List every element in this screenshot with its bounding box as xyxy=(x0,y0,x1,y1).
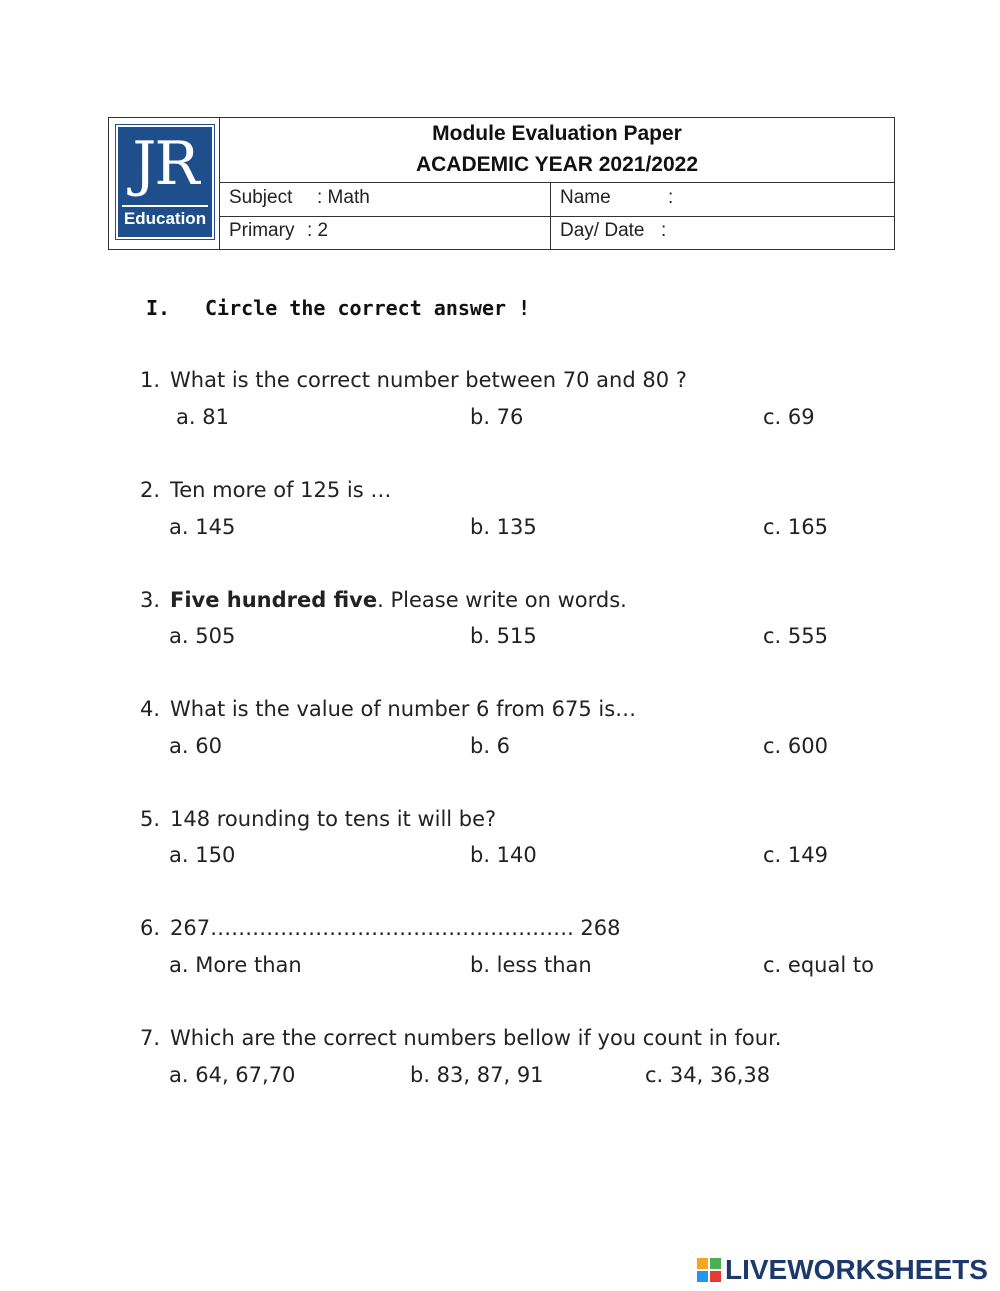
question-number: 7. xyxy=(140,1026,161,1050)
question-3 xyxy=(140,588,627,612)
question-4 xyxy=(140,697,636,721)
question-number: 2. xyxy=(140,478,161,502)
q3-option-c[interactable]: c. 555 xyxy=(763,624,828,648)
primary-value: : 2 xyxy=(307,220,329,241)
q7-option-b[interactable]: b. 83, 87, 91 xyxy=(410,1063,544,1087)
question-1 xyxy=(140,368,687,392)
primary-label: Primary xyxy=(229,220,295,241)
question-text: What is the correct number between 70 and 80 ? xyxy=(170,368,687,392)
question-2 xyxy=(140,478,391,502)
subject-label: Subject xyxy=(229,187,293,208)
question-text: Ten more of 125 is … xyxy=(170,478,392,502)
paper-title: Module Evaluation Paper xyxy=(432,122,682,145)
q1-option-a[interactable]: a. 81 xyxy=(176,405,229,429)
q5-option-b[interactable]: b. 140 xyxy=(470,843,537,867)
q2-option-a[interactable]: a. 145 xyxy=(169,515,236,539)
question-7 xyxy=(140,1026,781,1050)
date-cell[interactable] xyxy=(551,216,894,249)
section-number: I. xyxy=(146,296,171,320)
name-value: : xyxy=(668,187,674,208)
question-text: . Please write on words. xyxy=(377,588,627,612)
q4-option-b[interactable]: b. 6 xyxy=(470,734,511,758)
q1-option-b[interactable]: b. 76 xyxy=(470,405,524,429)
question-number: 1. xyxy=(140,368,161,392)
name-label: Name xyxy=(560,187,611,208)
q1-option-c[interactable]: c. 69 xyxy=(763,405,815,429)
title-area xyxy=(220,118,894,183)
logo-divider xyxy=(122,205,208,207)
question-5 xyxy=(140,807,496,831)
q2-option-b[interactable]: b. 135 xyxy=(470,515,537,539)
name-cell[interactable] xyxy=(551,183,894,216)
question-text: 148 rounding to tens it will be? xyxy=(170,807,497,831)
date-value: : xyxy=(661,220,667,241)
logo-cell xyxy=(109,118,220,249)
q5-option-c[interactable]: c. 149 xyxy=(763,843,828,867)
liveworksheets-logo-icon xyxy=(697,1258,721,1282)
section-heading xyxy=(146,296,530,320)
header-row-1 xyxy=(220,183,894,217)
q7-option-c[interactable]: c. 34, 36,38 xyxy=(645,1063,771,1087)
q6-option-c[interactable]: c. equal to xyxy=(763,953,874,977)
header-row-2 xyxy=(220,216,894,249)
q2-option-c[interactable]: c. 165 xyxy=(763,515,828,539)
subject-cell xyxy=(220,183,551,216)
question-text: Which are the correct numbers bellow if you count in four. xyxy=(170,1026,782,1050)
q4-option-a[interactable]: a. 60 xyxy=(169,734,222,758)
watermark-text: LIVEWORKSHEETS xyxy=(725,1254,988,1285)
question-number: 5. xyxy=(140,807,161,831)
logo-main-text: JR xyxy=(132,129,198,199)
question-number: 3. xyxy=(140,588,161,612)
header-table xyxy=(108,117,895,250)
question-number: 4. xyxy=(140,697,161,721)
q7-option-a[interactable]: a. 64, 67,70 xyxy=(169,1063,296,1087)
question-number: 6. xyxy=(140,916,161,940)
q4-option-c[interactable]: c. 600 xyxy=(763,734,828,758)
question-text: What is the value of number 6 from 675 is… xyxy=(170,697,637,721)
q3-option-a[interactable]: a. 505 xyxy=(169,624,236,648)
jr-education-logo xyxy=(116,125,214,239)
q6-option-a[interactable]: a. More than xyxy=(169,953,302,977)
logo-sub-text: Education xyxy=(123,209,207,228)
q3-option-b[interactable]: b. 515 xyxy=(470,624,537,648)
liveworksheets-watermark xyxy=(697,1254,997,1286)
section-title: Circle the correct answer ! xyxy=(205,296,531,320)
question-bold-text: Five hundred five xyxy=(170,588,378,612)
question-6 xyxy=(140,916,621,940)
primary-cell xyxy=(220,216,551,249)
subject-value: : Math xyxy=(317,187,370,208)
q6-option-b[interactable]: b. less than xyxy=(470,953,592,977)
question-text: 267……………………………………………. 268 xyxy=(170,916,621,940)
date-label: Day/ Date xyxy=(560,220,645,241)
academic-year: ACADEMIC YEAR 2021/2022 xyxy=(415,153,699,176)
q5-option-a[interactable]: a. 150 xyxy=(169,843,236,867)
